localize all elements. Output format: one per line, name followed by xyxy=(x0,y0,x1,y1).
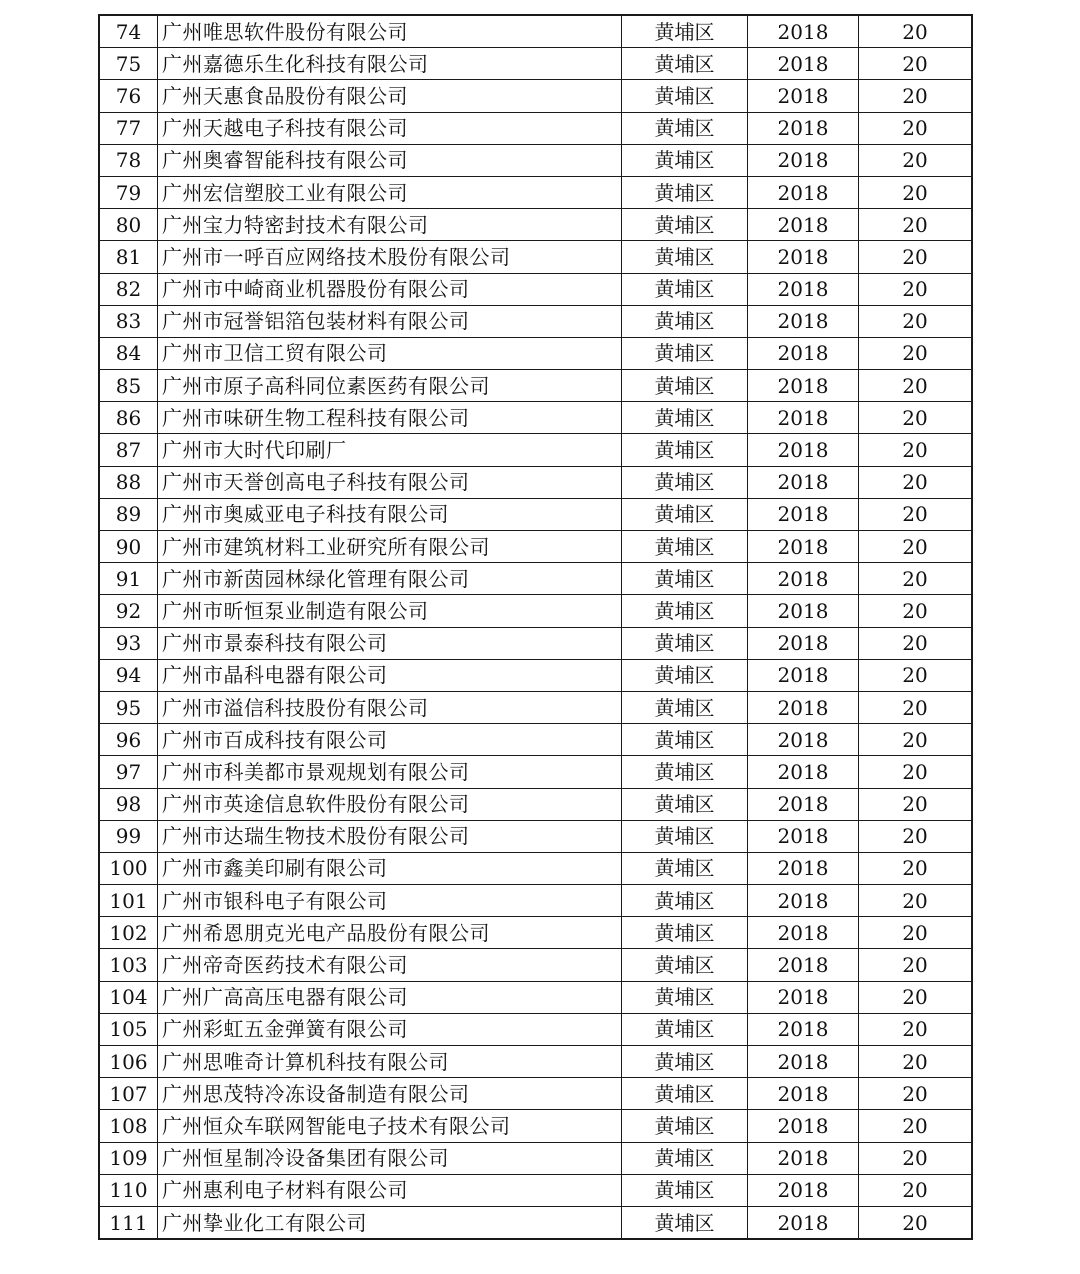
year-cell: 2018 xyxy=(748,241,859,273)
year-cell: 2018 xyxy=(748,563,859,595)
district-cell: 黄埔区 xyxy=(622,1142,748,1174)
score-cell: 20 xyxy=(859,917,973,949)
score-cell: 20 xyxy=(859,981,973,1013)
district-cell: 黄埔区 xyxy=(622,531,748,563)
district-cell: 黄埔区 xyxy=(622,756,748,788)
score-cell: 20 xyxy=(859,885,973,917)
row-number-cell: 84 xyxy=(99,337,158,369)
score-cell: 20 xyxy=(859,370,973,402)
score-cell: 20 xyxy=(859,1046,973,1078)
district-cell: 黄埔区 xyxy=(622,15,748,48)
year-cell: 2018 xyxy=(748,80,859,112)
score-cell: 20 xyxy=(859,337,973,369)
district-cell: 黄埔区 xyxy=(622,370,748,402)
district-cell: 黄埔区 xyxy=(622,724,748,756)
company-name-cell: 广州市味研生物工程科技有限公司 xyxy=(158,402,622,434)
row-number-cell: 101 xyxy=(99,885,158,917)
table-row xyxy=(99,756,972,788)
row-number-cell: 96 xyxy=(99,724,158,756)
year-cell: 2018 xyxy=(748,112,859,144)
table-row xyxy=(99,1046,972,1078)
company-name-cell: 广州市晶科电器有限公司 xyxy=(158,659,622,691)
company-name-cell: 广州挚业化工有限公司 xyxy=(158,1206,622,1239)
table-row xyxy=(99,1174,972,1206)
table-row xyxy=(99,563,972,595)
year-cell: 2018 xyxy=(748,370,859,402)
year-cell: 2018 xyxy=(748,209,859,241)
row-number-cell: 97 xyxy=(99,756,158,788)
row-number-cell: 92 xyxy=(99,595,158,627)
company-name-cell: 广州市鑫美印刷有限公司 xyxy=(158,852,622,884)
company-name-cell: 广州天越电子科技有限公司 xyxy=(158,112,622,144)
company-name-cell: 广州天惠食品股份有限公司 xyxy=(158,80,622,112)
row-number-cell: 78 xyxy=(99,144,158,176)
row-number-cell: 77 xyxy=(99,112,158,144)
year-cell: 2018 xyxy=(748,1174,859,1206)
district-cell: 黄埔区 xyxy=(622,1046,748,1078)
row-number-cell: 83 xyxy=(99,305,158,337)
district-cell: 黄埔区 xyxy=(622,595,748,627)
year-cell: 2018 xyxy=(748,1013,859,1045)
district-cell: 黄埔区 xyxy=(622,402,748,434)
table-row xyxy=(99,176,972,208)
row-number-cell: 106 xyxy=(99,1046,158,1078)
company-name-cell: 广州市溢信科技股份有限公司 xyxy=(158,691,622,723)
table-row xyxy=(99,1078,972,1110)
year-cell: 2018 xyxy=(748,724,859,756)
year-cell: 2018 xyxy=(748,466,859,498)
table-row xyxy=(99,370,972,402)
row-number-cell: 76 xyxy=(99,80,158,112)
year-cell: 2018 xyxy=(748,885,859,917)
district-cell: 黄埔区 xyxy=(622,273,748,305)
company-name-cell: 广州市科美都市景观规划有限公司 xyxy=(158,756,622,788)
company-name-cell: 广州市奥威亚电子科技有限公司 xyxy=(158,498,622,530)
score-cell: 20 xyxy=(859,852,973,884)
year-cell: 2018 xyxy=(748,820,859,852)
company-name-cell: 广州市新茵园林绿化管理有限公司 xyxy=(158,563,622,595)
table-row xyxy=(99,724,972,756)
district-cell: 黄埔区 xyxy=(622,659,748,691)
row-number-cell: 95 xyxy=(99,691,158,723)
company-name-cell: 广州市百成科技有限公司 xyxy=(158,724,622,756)
company-name-cell: 广州宝力特密封技术有限公司 xyxy=(158,209,622,241)
score-cell: 20 xyxy=(859,434,973,466)
score-cell: 20 xyxy=(859,15,973,48)
score-cell: 20 xyxy=(859,563,973,595)
district-cell: 黄埔区 xyxy=(622,434,748,466)
company-name-cell: 广州市冠誉铝箔包装材料有限公司 xyxy=(158,305,622,337)
table-row xyxy=(99,659,972,691)
score-cell: 20 xyxy=(859,209,973,241)
table-row xyxy=(99,788,972,820)
district-cell: 黄埔区 xyxy=(622,820,748,852)
company-name-cell: 广州市卫信工贸有限公司 xyxy=(158,337,622,369)
district-cell: 黄埔区 xyxy=(622,788,748,820)
district-cell: 黄埔区 xyxy=(622,1110,748,1142)
year-cell: 2018 xyxy=(748,627,859,659)
row-number-cell: 89 xyxy=(99,498,158,530)
company-name-cell: 广州思唯奇计算机科技有限公司 xyxy=(158,1046,622,1078)
table-row xyxy=(99,337,972,369)
district-cell: 黄埔区 xyxy=(622,144,748,176)
district-cell: 黄埔区 xyxy=(622,112,748,144)
table-row xyxy=(99,434,972,466)
table-row xyxy=(99,531,972,563)
district-cell: 黄埔区 xyxy=(622,691,748,723)
year-cell: 2018 xyxy=(748,48,859,80)
score-cell: 20 xyxy=(859,48,973,80)
row-number-cell: 82 xyxy=(99,273,158,305)
district-cell: 黄埔区 xyxy=(622,305,748,337)
row-number-cell: 100 xyxy=(99,852,158,884)
score-cell: 20 xyxy=(859,466,973,498)
score-cell: 20 xyxy=(859,691,973,723)
row-number-cell: 98 xyxy=(99,788,158,820)
table-row xyxy=(99,112,972,144)
row-number-cell: 74 xyxy=(99,15,158,48)
row-number-cell: 94 xyxy=(99,659,158,691)
table-row xyxy=(99,241,972,273)
company-name-cell: 广州彩虹五金弹簧有限公司 xyxy=(158,1013,622,1045)
row-number-cell: 99 xyxy=(99,820,158,852)
company-name-cell: 广州市中崎商业机器股份有限公司 xyxy=(158,273,622,305)
table-row xyxy=(99,466,972,498)
company-name-cell: 广州市原子高科同位素医药有限公司 xyxy=(158,370,622,402)
company-name-cell: 广州市大时代印刷厂 xyxy=(158,434,622,466)
table-row xyxy=(99,1206,972,1239)
district-cell: 黄埔区 xyxy=(622,949,748,981)
table-row xyxy=(99,1013,972,1045)
year-cell: 2018 xyxy=(748,788,859,820)
score-cell: 20 xyxy=(859,1142,973,1174)
company-name-cell: 广州市天誉创高电子科技有限公司 xyxy=(158,466,622,498)
district-cell: 黄埔区 xyxy=(622,80,748,112)
company-name-cell: 广州嘉德乐生化科技有限公司 xyxy=(158,48,622,80)
table-row xyxy=(99,949,972,981)
row-number-cell: 88 xyxy=(99,466,158,498)
company-name-cell: 广州市英途信息软件股份有限公司 xyxy=(158,788,622,820)
score-cell: 20 xyxy=(859,1110,973,1142)
table-row xyxy=(99,852,972,884)
district-cell: 黄埔区 xyxy=(622,1013,748,1045)
year-cell: 2018 xyxy=(748,756,859,788)
company-name-cell: 广州帝奇医药技术有限公司 xyxy=(158,949,622,981)
table-row xyxy=(99,1110,972,1142)
district-cell: 黄埔区 xyxy=(622,48,748,80)
score-cell: 20 xyxy=(859,756,973,788)
table-row xyxy=(99,273,972,305)
company-name-cell: 广州广高高压电器有限公司 xyxy=(158,981,622,1013)
company-name-cell: 广州市景泰科技有限公司 xyxy=(158,627,622,659)
score-cell: 20 xyxy=(859,820,973,852)
score-cell: 20 xyxy=(859,1078,973,1110)
company-name-cell: 广州宏信塑胶工业有限公司 xyxy=(158,176,622,208)
row-number-cell: 107 xyxy=(99,1078,158,1110)
score-cell: 20 xyxy=(859,144,973,176)
row-number-cell: 104 xyxy=(99,981,158,1013)
year-cell: 2018 xyxy=(748,144,859,176)
year-cell: 2018 xyxy=(748,402,859,434)
company-name-cell: 广州市达瑞生物技术股份有限公司 xyxy=(158,820,622,852)
table-row xyxy=(99,1142,972,1174)
table-row xyxy=(99,144,972,176)
district-cell: 黄埔区 xyxy=(622,885,748,917)
score-cell: 20 xyxy=(859,498,973,530)
district-cell: 黄埔区 xyxy=(622,1078,748,1110)
table-row xyxy=(99,885,972,917)
company-name-cell: 广州市银科电子有限公司 xyxy=(158,885,622,917)
company-name-cell: 广州市昕恒泵业制造有限公司 xyxy=(158,595,622,627)
score-cell: 20 xyxy=(859,305,973,337)
row-number-cell: 87 xyxy=(99,434,158,466)
row-number-cell: 86 xyxy=(99,402,158,434)
row-number-cell: 110 xyxy=(99,1174,158,1206)
district-cell: 黄埔区 xyxy=(622,563,748,595)
score-cell: 20 xyxy=(859,659,973,691)
table-row xyxy=(99,498,972,530)
row-number-cell: 90 xyxy=(99,531,158,563)
row-number-cell: 79 xyxy=(99,176,158,208)
table-row xyxy=(99,305,972,337)
company-name-cell: 广州市一呼百应网络技术股份有限公司 xyxy=(158,241,622,273)
company-list-body xyxy=(99,15,972,1239)
row-number-cell: 80 xyxy=(99,209,158,241)
row-number-cell: 81 xyxy=(99,241,158,273)
row-number-cell: 75 xyxy=(99,48,158,80)
year-cell: 2018 xyxy=(748,1206,859,1239)
score-cell: 20 xyxy=(859,1206,973,1239)
year-cell: 2018 xyxy=(748,1110,859,1142)
company-name-cell: 广州市建筑材料工业研究所有限公司 xyxy=(158,531,622,563)
year-cell: 2018 xyxy=(748,917,859,949)
score-cell: 20 xyxy=(859,595,973,627)
company-list-table xyxy=(98,14,973,1240)
year-cell: 2018 xyxy=(748,305,859,337)
year-cell: 2018 xyxy=(748,1046,859,1078)
row-number-cell: 111 xyxy=(99,1206,158,1239)
year-cell: 2018 xyxy=(748,1078,859,1110)
district-cell: 黄埔区 xyxy=(622,981,748,1013)
row-number-cell: 93 xyxy=(99,627,158,659)
district-cell: 黄埔区 xyxy=(622,466,748,498)
year-cell: 2018 xyxy=(748,595,859,627)
score-cell: 20 xyxy=(859,531,973,563)
score-cell: 20 xyxy=(859,80,973,112)
table-row xyxy=(99,917,972,949)
table-row xyxy=(99,15,972,48)
company-name-cell: 广州恒星制冷设备集团有限公司 xyxy=(158,1142,622,1174)
table-row xyxy=(99,820,972,852)
score-cell: 20 xyxy=(859,241,973,273)
year-cell: 2018 xyxy=(748,691,859,723)
district-cell: 黄埔区 xyxy=(622,498,748,530)
table-row xyxy=(99,402,972,434)
company-name-cell: 广州思茂特冷冻设备制造有限公司 xyxy=(158,1078,622,1110)
company-name-cell: 广州唯思软件股份有限公司 xyxy=(158,15,622,48)
score-cell: 20 xyxy=(859,949,973,981)
district-cell: 黄埔区 xyxy=(622,1206,748,1239)
score-cell: 20 xyxy=(859,724,973,756)
year-cell: 2018 xyxy=(748,981,859,1013)
score-cell: 20 xyxy=(859,273,973,305)
score-cell: 20 xyxy=(859,1013,973,1045)
district-cell: 黄埔区 xyxy=(622,1174,748,1206)
year-cell: 2018 xyxy=(748,337,859,369)
district-cell: 黄埔区 xyxy=(622,627,748,659)
company-name-cell: 广州恒众车联网智能电子技术有限公司 xyxy=(158,1110,622,1142)
year-cell: 2018 xyxy=(748,15,859,48)
row-number-cell: 103 xyxy=(99,949,158,981)
table-row xyxy=(99,80,972,112)
row-number-cell: 91 xyxy=(99,563,158,595)
year-cell: 2018 xyxy=(748,273,859,305)
company-name-cell: 广州希恩朋克光电产品股份有限公司 xyxy=(158,917,622,949)
district-cell: 黄埔区 xyxy=(622,209,748,241)
score-cell: 20 xyxy=(859,1174,973,1206)
year-cell: 2018 xyxy=(748,852,859,884)
district-cell: 黄埔区 xyxy=(622,241,748,273)
year-cell: 2018 xyxy=(748,176,859,208)
table-row xyxy=(99,981,972,1013)
score-cell: 20 xyxy=(859,176,973,208)
district-cell: 黄埔区 xyxy=(622,176,748,208)
year-cell: 2018 xyxy=(748,498,859,530)
row-number-cell: 108 xyxy=(99,1110,158,1142)
year-cell: 2018 xyxy=(748,659,859,691)
company-name-cell: 广州奥睿智能科技有限公司 xyxy=(158,144,622,176)
district-cell: 黄埔区 xyxy=(622,852,748,884)
table-row xyxy=(99,691,972,723)
table-row xyxy=(99,595,972,627)
year-cell: 2018 xyxy=(748,949,859,981)
score-cell: 20 xyxy=(859,788,973,820)
year-cell: 2018 xyxy=(748,434,859,466)
table-row xyxy=(99,48,972,80)
table-row xyxy=(99,209,972,241)
score-cell: 20 xyxy=(859,627,973,659)
row-number-cell: 102 xyxy=(99,917,158,949)
district-cell: 黄埔区 xyxy=(622,337,748,369)
table-row xyxy=(99,627,972,659)
district-cell: 黄埔区 xyxy=(622,917,748,949)
score-cell: 20 xyxy=(859,402,973,434)
row-number-cell: 85 xyxy=(99,370,158,402)
score-cell: 20 xyxy=(859,112,973,144)
year-cell: 2018 xyxy=(748,1142,859,1174)
company-name-cell: 广州惠利电子材料有限公司 xyxy=(158,1174,622,1206)
row-number-cell: 109 xyxy=(99,1142,158,1174)
row-number-cell: 105 xyxy=(99,1013,158,1045)
year-cell: 2018 xyxy=(748,531,859,563)
